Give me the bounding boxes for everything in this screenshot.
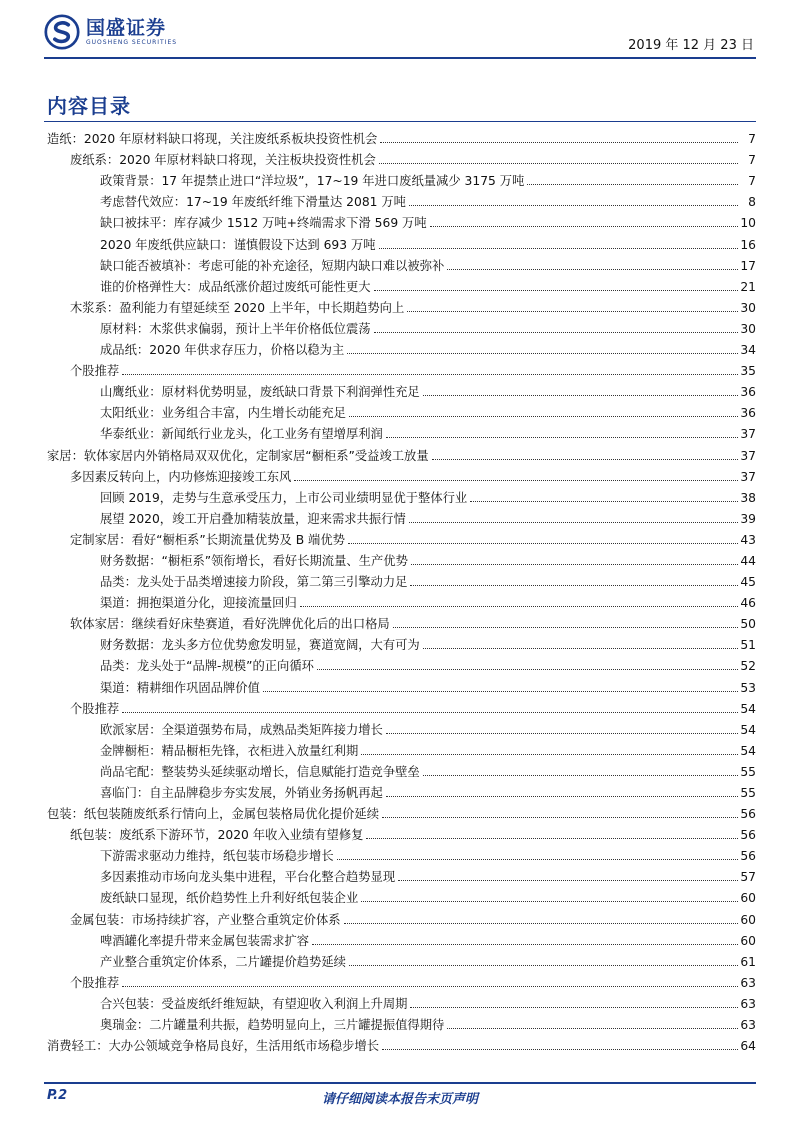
toc-leader-dots	[382, 817, 738, 818]
toc-entry-title: 品类：龙头处于品类增速接力阶段，第二第三引擎动力足	[100, 575, 408, 590]
table-of-contents	[0, 126, 800, 1054]
toc-leader-dots	[349, 416, 738, 417]
toc-leader-dots	[312, 944, 738, 945]
toc-entry-page: 54	[740, 701, 756, 716]
toc-entry[interactable]	[0, 358, 800, 379]
toc-entry-title: 个股推荐	[70, 975, 120, 990]
toc-leader-dots	[447, 1028, 738, 1029]
toc-leader-dots	[410, 1007, 738, 1008]
toc-entry-page: 44	[740, 553, 756, 568]
disclaimer-note: 请仔细阅读本报告末页声明	[321, 1092, 478, 1107]
toc-leader-dots	[349, 965, 738, 966]
toc-entry-title: 喜临门：自主品牌稳步夯实发展，外销业务扬帆再起	[100, 786, 383, 800]
toc-entry-title: 缺口能否被填补：考虑可能的补充途径，短期内缺口难以被弥补	[100, 258, 445, 273]
toc-leader-dots	[393, 627, 738, 628]
toc-leader-dots	[348, 543, 738, 544]
toc-entry-title: 包装：纸包装随废纸系行情向上，金属包装格局优化提价延续	[47, 807, 380, 822]
toc-entry-page: 7	[748, 174, 756, 189]
toc-entry-page: 30	[740, 321, 756, 336]
toc-entry-title: 个股推荐	[70, 364, 120, 379]
toc-entry-page: 63	[740, 1018, 756, 1033]
toc-leader-dots	[366, 838, 738, 839]
toc-entry[interactable]	[0, 632, 800, 653]
toc-entry-title: 多因素反转向上，内功修炼迎接竣工东风	[70, 469, 292, 484]
toc-entry[interactable]	[0, 210, 800, 231]
toc-entry-title: 金牌橱柜：精品橱柜先锋，衣柜进入放量红利期	[100, 743, 359, 758]
toc-entry-page: 54	[740, 743, 756, 758]
toc-entry-page: 37	[740, 469, 756, 484]
toc-entry[interactable]	[0, 189, 800, 210]
toc-entry-page: 17	[740, 258, 756, 273]
toc-entry-title: 废纸系：2020 年原材料缺口将现，关注板块投资性机会	[70, 153, 376, 168]
toc-entry-page: 56	[740, 849, 756, 864]
toc-entry-page: 60	[740, 891, 756, 906]
toc-entry[interactable]	[0, 611, 800, 632]
toc-entry-page: 60	[740, 933, 756, 948]
toc-entry-page: 53	[740, 680, 756, 695]
toc-entry-title: 啤酒罐化率提升带来金属包装需求扩容	[100, 933, 310, 948]
toc-entry-page: 52	[740, 659, 756, 674]
toc-entry[interactable]	[0, 949, 800, 970]
toc-entry-title: 渠道：精耕细作巩固品牌价值	[100, 680, 260, 695]
footer-divider	[44, 1082, 756, 1084]
toc-entry-title: 欧派家居：全渠道强势布局，成熟品类矩阵接力增长	[100, 722, 383, 737]
toc-entry-title: 奥瑞金：二片罐量利共振，趋势明显向上，三片罐提振值得期待	[100, 1018, 445, 1033]
toc-leader-dots	[409, 522, 738, 523]
toc-entry[interactable]	[0, 485, 800, 506]
toc-entry[interactable]	[0, 253, 800, 274]
toc-entry-title: 缺口被抹平：库存减少 1512 万吨+终端需求下滑 569 万吨	[100, 216, 427, 231]
toc-entry-title: 消费轻工：大办公领域竞争格局良好，生活用纸市场稳步增长	[47, 1039, 380, 1054]
toc-entry-title: 个股推荐	[70, 701, 120, 716]
toc-entry-title: 定制家居：看好“橱柜系”长期流量优势及 B 端优势	[70, 532, 345, 547]
toc-entry[interactable]	[0, 991, 800, 1012]
toc-leader-dots	[527, 184, 738, 185]
toc-entry-title: 合兴包装：受益废纸纤维短缺，有望迎收入利润上升周期	[100, 996, 408, 1011]
toc-entry[interactable]	[0, 801, 800, 822]
toc-entry-page: 35	[740, 364, 756, 379]
header-divider	[44, 57, 756, 59]
toc-entry-page: 38	[740, 490, 756, 505]
toc-leader-dots	[423, 775, 738, 776]
toc-entry-title: 2020 年废纸供应缺口：谨慎假设下达到 693 万吨	[100, 237, 376, 252]
toc-entry[interactable]	[0, 231, 800, 252]
toc-leader-dots	[409, 205, 738, 206]
toc-leader-dots	[410, 585, 738, 586]
toc-entry-page: 55	[740, 786, 756, 800]
toc-entry[interactable]	[0, 295, 800, 316]
toc-entry[interactable]	[0, 674, 800, 695]
toc-entry[interactable]	[0, 168, 800, 189]
toc-entry-page: 57	[740, 870, 756, 885]
toc-entry[interactable]	[0, 400, 800, 421]
page-number: P.2	[47, 1088, 68, 1103]
toc-entry-page: 60	[740, 912, 756, 927]
toc-entry-title: 政策背景：17 年提禁止进口“洋垃圾”，17~19 年进口废纸量减少 3175 万吨	[100, 174, 525, 189]
toc-entry-page: 56	[740, 828, 756, 843]
toc-entry-page: 34	[740, 343, 756, 358]
toc-entry-page: 10	[740, 216, 756, 231]
toc-entry[interactable]	[0, 885, 800, 906]
toc-entry-page: 7	[748, 153, 756, 168]
toc-entry-title: 华泰纸业：新闻纸行业龙头，化工业务有望增厚利润	[100, 427, 383, 442]
toc-leader-dots	[122, 374, 738, 375]
toc-leader-dots	[317, 669, 738, 670]
toc-leader-dots	[337, 859, 738, 860]
toc-entry[interactable]	[0, 970, 800, 991]
toc-leader-dots	[386, 796, 738, 797]
toc-leader-dots	[423, 648, 738, 649]
toc-entry[interactable]	[0, 147, 800, 168]
report-date: 2019 年 12 月 23 日	[628, 38, 754, 53]
toc-entry[interactable]	[0, 696, 800, 717]
toc-leader-dots	[263, 691, 738, 692]
toc-entry-title: 渠道：拥抱渠道分化，迎接流量回归	[100, 596, 297, 611]
toc-entry-page: 16	[740, 237, 756, 252]
toc-entry[interactable]	[0, 864, 800, 885]
toc-entry-page: 37	[740, 427, 756, 442]
toc-entry[interactable]	[0, 653, 800, 674]
toc-entry[interactable]	[0, 843, 800, 864]
toc-leader-dots	[398, 880, 738, 881]
toc-leader-dots	[122, 986, 738, 987]
toc-entry[interactable]	[0, 379, 800, 400]
toc-entry-title: 财务数据：龙头多方位优势愈发明显，赛道宽阔，大有可为	[100, 638, 420, 653]
toc-entry-title: 金属包装：市场持续扩容，产业整合重筑定价体系	[70, 912, 341, 927]
toc-leader-dots	[379, 248, 738, 249]
toc-entry-title: 展望 2020，竣工开启叠加精装放量，迎来需求共振行情	[100, 511, 406, 526]
toc-entry[interactable]	[0, 442, 800, 463]
toc-entry-title: 山鹰纸业：原材料优势明显，废纸缺口背景下利润弹性充足	[100, 385, 420, 400]
toc-entry-title: 家居：软体家居内外销格局双双优化，定制家居“橱柜系”受益竣工放量	[47, 448, 429, 463]
toc-leader-dots	[382, 1049, 738, 1050]
toc-entry-title: 考虑替代效应：17~19 年废纸纤维下滑量达 2081 万吨	[100, 195, 406, 210]
toc-entry-title: 多因素推动市场向龙头集中进程，平台化整合趋势显现	[100, 870, 396, 885]
logo-name: 国盛证券	[86, 17, 167, 39]
toc-leader-dots	[374, 290, 738, 291]
toc-entry[interactable]	[0, 1033, 800, 1054]
toc-leader-dots	[122, 712, 738, 713]
toc-leader-dots	[407, 311, 738, 312]
toc-entry-page: 55	[740, 764, 756, 779]
toc-entry[interactable]	[0, 337, 800, 358]
toc-leader-dots	[361, 754, 738, 755]
toc-leader-dots	[374, 332, 738, 333]
toc-entry[interactable]	[0, 738, 800, 759]
toc-leader-dots	[432, 459, 738, 460]
toc-entry-page: 56	[740, 807, 756, 822]
toc-entry-title: 太阳纸业：业务组合丰富，内生增长动能充足	[100, 406, 346, 421]
toc-leader-dots	[386, 437, 738, 438]
toc-entry[interactable]	[0, 780, 800, 801]
guosheng-logo-icon	[44, 14, 80, 50]
toc-entry-title: 成品纸：2020 年供求存压力，价格以稳为主	[100, 343, 345, 358]
toc-leader-dots	[447, 269, 738, 270]
toc-entry-page: 54	[740, 722, 756, 737]
toc-entry-title: 软体家居：继续看好床垫赛道，看好洗牌优化后的出口格局	[70, 617, 390, 632]
toc-entry-page: 30	[740, 300, 756, 315]
toc-leader-dots	[361, 901, 738, 902]
toc-entry-title: 品类：龙头处于“品牌-规模”的正向循环	[100, 659, 314, 674]
toc-entry-page: 51	[740, 638, 756, 653]
toc-entry[interactable]	[0, 548, 800, 569]
toc-leader-dots	[344, 923, 738, 924]
toc-leader-dots	[430, 226, 738, 227]
toc-entry-page: 64	[740, 1039, 756, 1054]
toc-entry[interactable]	[0, 316, 800, 337]
toc-leader-dots	[294, 480, 738, 481]
toc-entry-page: 63	[740, 975, 756, 990]
toc-leader-dots	[300, 606, 738, 607]
toc-entry[interactable]	[0, 906, 800, 927]
toc-leader-dots	[379, 163, 738, 164]
toc-entry[interactable]	[0, 506, 800, 527]
toc-entry-page: 50	[740, 617, 756, 632]
toc-entry-page: 8	[748, 195, 756, 210]
toc-entry-page: 37	[740, 448, 756, 463]
toc-entry[interactable]	[0, 126, 800, 147]
toc-entry-title: 产业整合重筑定价体系，二片罐提价趋势延续	[100, 954, 346, 969]
company-logo	[44, 14, 177, 50]
toc-entry[interactable]	[0, 464, 800, 485]
toc-leader-dots	[347, 353, 738, 354]
toc-entry-page: 36	[740, 406, 756, 421]
toc-leader-dots	[380, 142, 738, 143]
toc-entry-title: 原材料：木浆供求偏弱，预计上半年价格低位震荡	[100, 321, 371, 336]
toc-entry[interactable]	[0, 569, 800, 590]
toc-leader-dots	[411, 564, 738, 565]
toc-leader-dots	[423, 395, 738, 396]
toc-entry-title: 废纸缺口显现，纸价趋势性上升利好纸包装企业	[100, 891, 359, 906]
toc-entry-title: 纸包装：废纸系下游环节，2020 年收入业绩有望修复	[70, 828, 364, 843]
toc-entry-title: 财务数据：“橱柜系”领衔增长，看好长期流量、生产优势	[100, 553, 408, 568]
toc-entry-page: 63	[740, 996, 756, 1011]
logo-name-en: GUOSHENG SECURITIES	[86, 39, 178, 46]
toc-entry-title: 下游需求驱动力维持，纸包装市场稳步增长	[100, 849, 334, 864]
toc-entry[interactable]	[0, 717, 800, 738]
toc-entry-page: 45	[740, 575, 756, 590]
toc-entry-title: 回顾 2019，走势与生意承受压力，上市公司业绩明显优于整体行业	[100, 490, 468, 505]
toc-entry[interactable]	[0, 1012, 800, 1033]
toc-entry-page: 39	[740, 511, 756, 526]
toc-leader-dots	[470, 501, 738, 502]
toc-entry[interactable]	[0, 759, 800, 780]
toc-title: 内容目录	[47, 94, 131, 118]
toc-entry-page: 21	[740, 279, 756, 294]
toc-entry[interactable]	[0, 527, 800, 548]
toc-entry[interactable]	[0, 928, 800, 949]
toc-entry-title: 尚品宅配：整装势头延续驱动增长，信息赋能打造竞争壁垒	[100, 764, 420, 779]
toc-entry-title: 木浆系：盈利能力有望延续至 2020 上半年，中长期趋势向上	[70, 300, 405, 315]
toc-leader-dots	[386, 733, 738, 734]
toc-entry-page: 61	[740, 954, 756, 969]
toc-title-divider	[44, 121, 756, 122]
toc-entry[interactable]	[0, 274, 800, 295]
toc-entry[interactable]	[0, 590, 800, 611]
toc-entry-page: 36	[740, 385, 756, 400]
toc-entry-page: 43	[740, 532, 756, 547]
toc-entry-page: 7	[748, 132, 756, 147]
toc-entry[interactable]	[0, 421, 800, 442]
toc-entry-title: 造纸：2020 年原材料缺口将现，关注废纸系板块投资性机会	[47, 132, 378, 147]
toc-entry-page: 46	[740, 596, 756, 611]
page-header	[0, 0, 800, 64]
toc-entry[interactable]	[0, 822, 800, 843]
toc-entry-title: 谁的价格弹性大：成品纸涨价超过废纸可能性更大	[100, 279, 371, 294]
